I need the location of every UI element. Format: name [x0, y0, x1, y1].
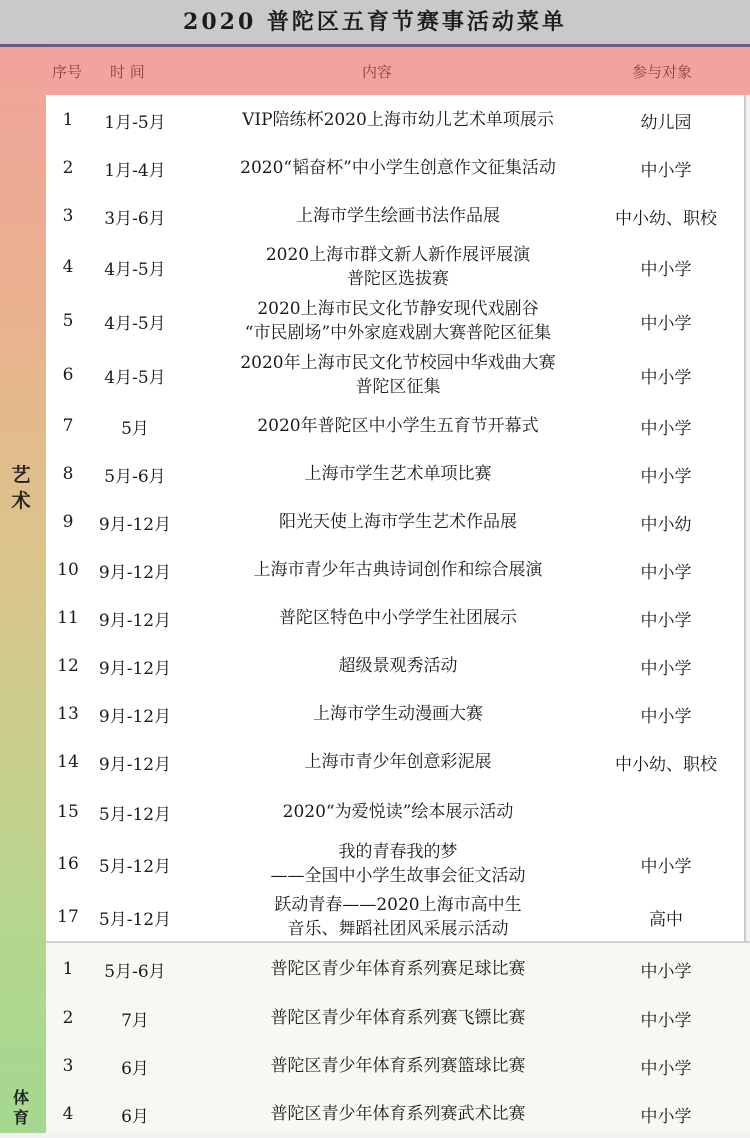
row-target: 中小幼 [640, 514, 692, 535]
row-content-line: 我的青春我的梦 [338, 842, 458, 862]
row-content [180, 994, 616, 1042]
row-content [180, 836, 616, 892]
row-number: 15 [57, 802, 79, 822]
row-content-line: “市民剧场”中外家庭戏剧大赛普陀区征集 [244, 323, 552, 343]
table-row [46, 348, 746, 402]
table-row [46, 690, 746, 738]
row-time: 9月-12月 [98, 610, 172, 631]
row-content-line: 跃动青春——2020上海市高中生 [274, 895, 522, 915]
row-time: 7月 [121, 1010, 149, 1031]
row-content [180, 690, 616, 738]
row-time: 5月-12月 [98, 909, 172, 930]
section-label-sports-text: 体育 [12, 1088, 29, 1127]
page-title: 2020 普陀区五育节赛事活动菜单 [0, 0, 750, 47]
row-target: 中小学 [640, 1010, 692, 1031]
row-time: 5月-6月 [104, 466, 166, 487]
row-number: 8 [62, 464, 74, 484]
row-content [180, 450, 616, 498]
table-row [46, 450, 746, 498]
row-time: 6月 [121, 1058, 149, 1079]
row-target: 中小幼、职校 [615, 754, 717, 775]
row-content-line: 2020上海市群文新人新作展评展演 [265, 245, 531, 265]
row-content-line: 普陀区青少年体育系列赛足球比赛 [270, 959, 526, 979]
row-number: 10 [57, 560, 79, 580]
row-content [180, 498, 616, 546]
table-row [46, 892, 746, 942]
row-time: 9月-12月 [98, 562, 172, 583]
row-content-line: ——全国中小学生故事会征文活动 [270, 866, 526, 886]
row-content-line: 音乐、舞蹈社团风采展示活动 [287, 919, 509, 939]
table-row [46, 402, 746, 450]
row-time: 4月-5月 [104, 313, 166, 334]
row-time: 1月-5月 [104, 112, 166, 133]
row-number: 9 [62, 512, 74, 532]
row-target [596, 788, 736, 836]
table-row [46, 1090, 746, 1138]
row-number: 5 [62, 311, 74, 331]
table-row [46, 1042, 746, 1090]
row-content [180, 594, 616, 642]
row-number: 3 [62, 1056, 74, 1076]
row-target: 中小学 [640, 1106, 692, 1127]
row-content [180, 944, 616, 994]
table-row [46, 546, 746, 594]
row-content-line: 上海市学生艺术单项比赛 [304, 464, 492, 484]
row-target: 中小学 [640, 160, 692, 181]
row-number: 14 [57, 752, 79, 772]
row-content [180, 892, 616, 942]
row-content [180, 96, 616, 144]
row-number: 13 [57, 704, 79, 724]
header-content: 内容 [362, 63, 393, 81]
row-target: 中小学 [640, 658, 692, 679]
row-content [180, 738, 616, 786]
row-time: 5月-12月 [98, 804, 172, 825]
row-target: 幼儿园 [640, 112, 692, 133]
row-time: 4月-5月 [104, 367, 166, 388]
row-number: 2 [62, 1008, 74, 1028]
row-content-line: 超级景观秀活动 [338, 656, 458, 676]
table-row [46, 96, 746, 144]
row-content [180, 1042, 616, 1090]
row-content [180, 1090, 616, 1138]
row-number: 6 [62, 365, 74, 385]
row-time: 4月-5月 [104, 259, 166, 280]
row-target: 中小学 [640, 367, 692, 388]
row-content-line: 普陀区青少年体育系列赛飞镖比赛 [270, 1008, 526, 1028]
row-time: 9月-12月 [98, 706, 172, 727]
row-content [180, 402, 616, 450]
row-number: 11 [57, 608, 79, 628]
row-content-line: 上海市学生动漫画大赛 [313, 704, 483, 724]
row-content-line: 2020“韬奋杯”中小学生创意作文征集活动 [240, 158, 556, 178]
table-row [46, 994, 746, 1042]
row-target: 中小学 [640, 562, 692, 583]
row-content [180, 788, 616, 836]
row-time: 5月-12月 [98, 856, 172, 877]
row-number: 1 [62, 110, 74, 130]
row-time: 1月-4月 [104, 160, 166, 181]
row-time: 6月 [121, 1106, 149, 1127]
table-row [46, 738, 746, 786]
table-row [46, 642, 746, 690]
table-row [46, 240, 746, 294]
row-target: 中小学 [640, 313, 692, 334]
row-content [180, 294, 616, 348]
row-target: 中小学 [640, 856, 692, 877]
section-label-art-text: 艺术 [11, 464, 31, 512]
row-content-line: 普陀区选拔赛 [347, 269, 449, 289]
section-label-sports [6, 1088, 36, 1128]
row-content-line: 2020上海市民文化节静安现代戏剧谷 [257, 299, 539, 319]
row-number: 7 [62, 416, 74, 436]
row-content [180, 240, 616, 294]
table-row [46, 498, 746, 546]
row-number: 16 [57, 854, 79, 874]
header-time: 时 间 [110, 63, 145, 81]
row-number: 12 [57, 656, 79, 676]
row-content-line: 2020年普陀区中小学生五育节开幕式 [257, 416, 539, 436]
row-target: 中小学 [640, 961, 692, 982]
row-target: 中小学 [640, 466, 692, 487]
row-number: 4 [62, 257, 74, 277]
row-number: 4 [62, 1104, 74, 1124]
table-row [46, 836, 746, 892]
row-content-line: 普陀区青少年体育系列赛篮球比赛 [270, 1056, 526, 1076]
row-time: 9月-12月 [98, 658, 172, 679]
row-content [180, 348, 616, 402]
row-content [180, 642, 616, 690]
row-time: 9月-12月 [98, 754, 172, 775]
row-content [180, 546, 616, 594]
row-target: 中小学 [640, 1058, 692, 1079]
table-row [46, 144, 746, 192]
section-label-art [6, 462, 36, 514]
row-time: 3月-6月 [104, 208, 166, 229]
row-target: 中小学 [640, 259, 692, 280]
row-content-line: 上海市青少年古典诗词创作和综合展演 [253, 560, 543, 580]
row-content-line: 上海市学生绘画书法作品展 [296, 206, 500, 226]
row-target: 高中 [649, 909, 683, 930]
row-content-line: 阳光天使上海市学生艺术作品展 [279, 512, 517, 532]
table-row [46, 944, 746, 994]
row-target: 中小学 [640, 418, 692, 439]
row-content-line: 2020年上海市民文化节校园中华戏曲大赛 [240, 353, 556, 373]
row-number: 17 [57, 907, 79, 927]
table-row [46, 192, 746, 240]
row-content-line: 普陀区青少年体育系列赛武术比赛 [270, 1104, 526, 1124]
row-number: 2 [62, 158, 74, 178]
row-content-line: VIP陪练杯2020上海市幼儿艺术单项展示 [242, 110, 554, 130]
row-content [180, 192, 616, 240]
row-time: 5月-6月 [104, 961, 166, 982]
row-content [180, 144, 616, 192]
row-content-line: 2020“为爱悦读”绘本展示活动 [282, 802, 514, 822]
row-content-line: 普陀区特色中小学学生社团展示 [279, 608, 517, 628]
table-row [46, 294, 746, 348]
row-target: 中小幼、职校 [615, 208, 717, 229]
table-row [46, 788, 746, 836]
header-no: 序号 [52, 63, 83, 81]
category-sidebar [0, 47, 46, 1133]
row-target: 中小学 [640, 706, 692, 727]
row-time: 5月 [121, 418, 149, 439]
row-number: 3 [62, 206, 74, 226]
table-header [46, 47, 750, 95]
header-target: 参与对象 [632, 63, 693, 81]
row-content-line: 普陀区征集 [355, 377, 441, 397]
row-target: 中小学 [640, 610, 692, 631]
table-row [46, 594, 746, 642]
row-number: 1 [62, 959, 74, 979]
row-time: 9月-12月 [98, 514, 172, 535]
row-content-line: 上海市青少年创意彩泥展 [304, 752, 492, 772]
